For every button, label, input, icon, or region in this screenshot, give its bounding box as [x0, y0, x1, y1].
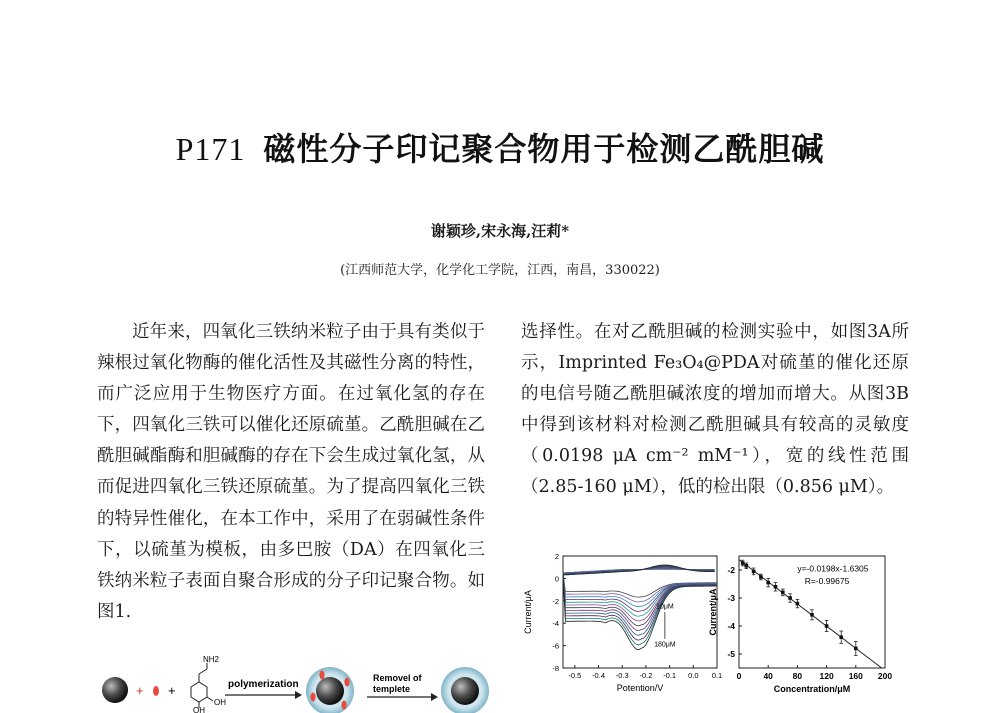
y-tick-label: -2	[552, 596, 559, 606]
author-list: 谢颖珍,宋永海,汪莉*	[430, 222, 570, 240]
concentration-start-label: 10μM	[656, 603, 674, 611]
data-point	[774, 585, 778, 589]
paper-number: P171	[175, 131, 246, 167]
cv-curve	[563, 569, 717, 607]
y-tick-label: -4	[727, 621, 735, 631]
data-point	[752, 570, 756, 574]
data-point	[796, 602, 800, 606]
x-tick-label: -0.1	[663, 671, 677, 680]
plus-sign: +	[168, 683, 176, 698]
thionine-template	[153, 686, 159, 696]
y-tick-label: 0	[554, 574, 559, 584]
y-tick-label: -3	[727, 593, 735, 603]
data-point	[788, 596, 792, 600]
x-tick-label: 120	[819, 671, 834, 681]
dopamine-molecule	[191, 663, 213, 708]
data-point	[759, 575, 763, 579]
x-tick-label: 0.0	[688, 671, 699, 680]
polymerization-label: polymerization	[228, 679, 299, 690]
y-tick-label: -6	[552, 641, 559, 651]
y-tick-label: 2	[554, 552, 559, 561]
paper-title-text: 磁性分子印记聚合物用于检测乙酰胆碱	[263, 130, 825, 168]
paragraph-results: 选择性。在对乙酰胆碱的检测实验中，如图3A所示，Imprinted Fe₃O₄@PDA对硫堇的催化还原的电信号随乙酰胆碱浓度的增加而增大。从图3B中得到该材料对检测乙酰胆碱具有较高的灵敏度（0.0198 μA cm⁻² mM⁻¹），宽的线性范围（2.85-160 μM），低的检出限（0.856 μM）。	[521, 322, 909, 498]
x-tick-label: 40	[763, 671, 773, 681]
hydroxyl-label: OH	[214, 698, 226, 707]
amine-label: NH2	[203, 655, 220, 664]
hydroxyl-label: OH	[193, 706, 205, 713]
y-tick-label: -5	[727, 649, 735, 659]
affiliation: (江西师范大学，化学化工学院，江西，南昌，330022)	[340, 263, 660, 278]
fe3o4-particle	[102, 677, 128, 703]
data-point	[854, 647, 858, 651]
data-point	[741, 561, 745, 565]
removal-label: Removel of	[373, 673, 422, 683]
x-tick-label: -0.4	[592, 671, 606, 680]
y-tick-label: -8	[552, 664, 559, 673]
body-column-right	[521, 317, 909, 504]
data-point	[781, 591, 785, 595]
x-axis-label: Concentration/μM	[773, 684, 851, 694]
x-tick-label: 200	[877, 671, 893, 681]
y-tick-label: -2	[727, 565, 735, 575]
regression-equation: y=-0.0198x-1.6305	[797, 563, 869, 574]
data-point	[766, 581, 770, 585]
x-tick-label: -0.5	[568, 671, 582, 680]
y-axis-label: Current/μA	[708, 588, 718, 636]
removal-label: templete	[373, 684, 411, 694]
x-axis-label: Potention/V	[616, 683, 664, 693]
synthesis-scheme	[95, 655, 495, 713]
x-tick-label: -0.2	[639, 671, 653, 680]
y-axis-label: Current/μA	[523, 590, 533, 634]
paragraph-intro: 近年来，四氧化三铁纳米粒子由于具有类似于辣根过氧化物酶的催化活性及其磁性分离的特性，而广泛应用于生物医疗方面。在过氧化氢的存在下，四氧化三铁可以催化还原硫堇。乙酰胆碱在乙酰胆碱酯酶和胆碱酶的存在下会生成过氧化氢，从而促进四氧化三铁还原硫堇。为了提高四氧化三铁的特异性催化，在本工作中，采用了在弱碱性条件下，以硫堇为模板，由多巴胺（DA）在四氧化三铁纳米粒子表面自聚合形成的分子印记聚合物。如图1.	[97, 322, 485, 622]
cv-curve	[563, 568, 717, 616]
x-tick-label: 80	[792, 671, 803, 681]
x-tick-label: 0.1	[711, 671, 723, 680]
body-column-left	[97, 317, 485, 628]
cv-curve	[563, 566, 717, 640]
calibration-chart	[705, 548, 895, 696]
cv-chart	[519, 548, 724, 696]
y-tick-label: -4	[552, 619, 559, 629]
concentration-end-label: 180μM	[654, 641, 676, 649]
x-tick-label: 160	[848, 671, 863, 681]
plus-sign: +	[136, 683, 144, 698]
data-point	[745, 564, 749, 568]
data-point	[839, 635, 843, 639]
x-tick-label: 0	[736, 671, 742, 681]
paper-title	[0, 124, 1000, 170]
correlation-coefficient: R=-0.99675	[804, 576, 850, 586]
data-point	[810, 613, 814, 617]
data-point	[825, 624, 829, 628]
x-tick-label: -0.3	[615, 671, 629, 680]
